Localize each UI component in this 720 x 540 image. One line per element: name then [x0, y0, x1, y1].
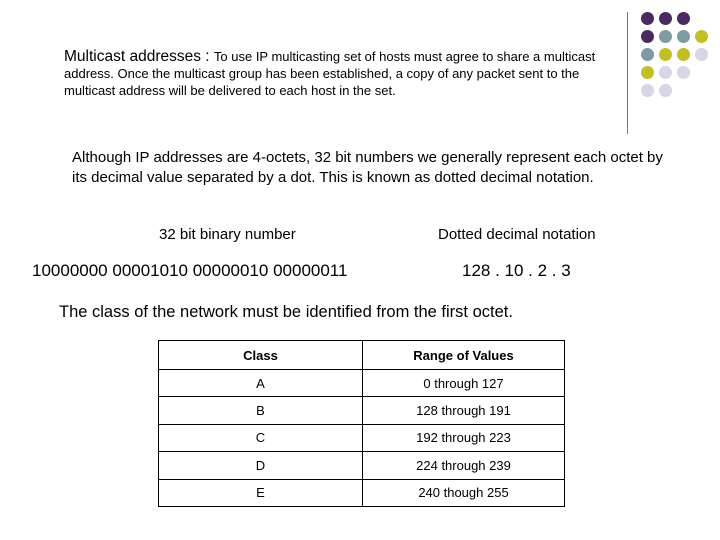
decorative-dot: [641, 12, 654, 25]
decorative-dot: [659, 84, 672, 97]
multicast-term: Multicast addresses: [64, 48, 201, 65]
header-class: Class: [159, 341, 363, 370]
table-row: [159, 479, 565, 506]
decorative-dot: [695, 30, 708, 43]
range-cell: 128 through 191: [363, 397, 565, 424]
table-row: [159, 424, 565, 451]
range-cell: 224 through 239: [363, 452, 565, 479]
dotted-notation-paragraph: Although IP addresses are 4-octets, 32 bit numbers we generally represent each octet by its decimal value separated by a dot. This is known as dotted decimal notation.: [72, 149, 663, 186]
multicast-description: To use IP multicasting set of hosts must agree to share a multicast address. Once the multicast group has been established, a copy of any packet sent to the multicast address will be delivered to each host in the set.: [64, 49, 596, 98]
decorative-dot: [677, 12, 690, 25]
dotted-value: 128 . 10 . 2 . 3: [462, 261, 571, 280]
decorative-dot: [677, 30, 690, 43]
decorative-dot: [641, 84, 654, 97]
range-cell: 240 though 255: [363, 479, 565, 506]
decorative-dot: [677, 48, 690, 61]
class-cell: D: [159, 452, 363, 479]
dotted-label: Dotted decimal notation: [438, 226, 596, 243]
term-separator: :: [200, 48, 214, 65]
table-header-row: [159, 341, 565, 370]
decorative-line: [627, 12, 628, 134]
range-cell: 0 through 127: [363, 370, 565, 397]
decorative-dot: [641, 66, 654, 79]
table-row: [159, 452, 565, 479]
decorative-dot: [641, 48, 654, 61]
decorative-dot: [695, 48, 708, 61]
decorative-dot: [659, 12, 672, 25]
range-cell: 192 through 223: [363, 424, 565, 451]
decorative-dot: [659, 30, 672, 43]
multicast-paragraph: [64, 48, 624, 99]
binary-label: 32 bit binary number: [159, 226, 296, 243]
table-row: [159, 397, 565, 424]
class-statement: The class of the network must be identified from the first octet.: [59, 303, 513, 321]
class-cell: B: [159, 397, 363, 424]
class-cell: C: [159, 424, 363, 451]
binary-value: 10000000 00001010 00000010 00000011: [32, 261, 348, 280]
decorative-dot: [659, 48, 672, 61]
decorative-dot: [641, 30, 654, 43]
decorative-dot: [659, 66, 672, 79]
table-row: [159, 370, 565, 397]
decorative-dot: [677, 66, 690, 79]
header-range: Range of Values: [363, 341, 565, 370]
class-cell: E: [159, 479, 363, 506]
class-range-table: [158, 340, 565, 507]
class-cell: A: [159, 370, 363, 397]
